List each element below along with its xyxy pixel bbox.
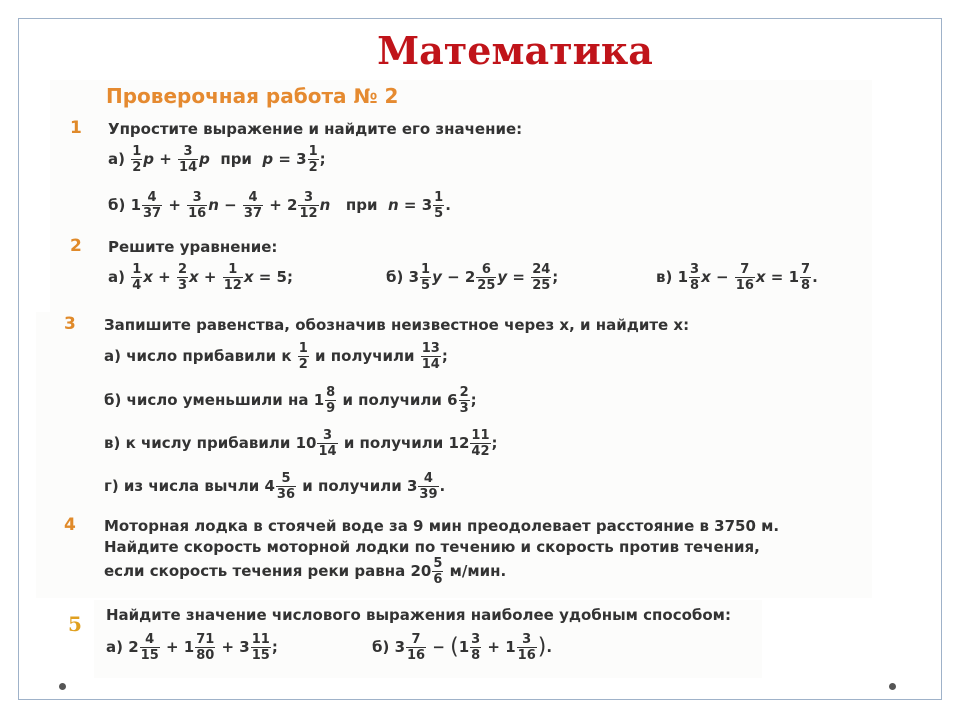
task4-line1: Моторная лодка в стоячей воде за 9 мин преодолевает расстояние в 3750 м. bbox=[104, 517, 780, 535]
dot-bottom-right bbox=[889, 683, 896, 690]
task3-b-text: б) число уменьшили на bbox=[104, 391, 309, 409]
task4-line2: Найдите скорость моторной лодки по течению и скорость против течения, bbox=[104, 538, 760, 556]
task1-a-prefix: а) bbox=[108, 150, 125, 168]
task3-a: а) число прибавили к $\frac{1}{2}$ и получили $\frac{13}{14}$ ; bbox=[104, 341, 448, 372]
worksheet-header: Проверочная работа № 2 bbox=[106, 84, 399, 108]
task1-a: а) $\frac{1}{2}$ p + $\frac{3}{14}$ p при p = 3 $\frac{1}{2}$ ; bbox=[108, 144, 326, 175]
task1-number: 1 bbox=[70, 118, 82, 138]
task5-b-prefix: б) bbox=[372, 638, 390, 656]
task5-text: Найдите значение числового выражения наиболее удобным способом: bbox=[106, 606, 731, 624]
task5-b: б) 3 $\frac{7}{16}$ − (1 $\frac{3}{8}$ + 1 $\frac{3}{16}$ ). bbox=[372, 632, 553, 663]
task3-b: б) число уменьшили на 1 $\frac{8}{9}$ и получили 6 $\frac{2}{3}$ ; bbox=[104, 385, 477, 416]
task3-d-text: г) из числа вычли bbox=[104, 477, 260, 495]
task3-number: 3 bbox=[64, 314, 76, 334]
task1-b-prefix: б) bbox=[108, 196, 126, 214]
task1-b-when: при bbox=[345, 196, 378, 214]
task3-c-text: в) к числу прибавили bbox=[104, 434, 291, 452]
task3-d-got: и получили bbox=[302, 477, 402, 495]
task3-a-got: и получили bbox=[315, 347, 415, 365]
task3-text: Запишите равенства, обозначив неизвестное через x, и найдите x: bbox=[104, 316, 690, 334]
task2-a: а) $\frac{1}{4}$ x + $\frac{2}{3}$ x + $\frac{1}{12}$ x = 5; bbox=[108, 262, 293, 293]
task4-number: 4 bbox=[64, 515, 76, 535]
task5-number: 5 bbox=[68, 612, 82, 636]
task1-a-when: при bbox=[220, 150, 252, 168]
task5-a: а) 2 $\frac{4}{15}$ + 1 $\frac{71}{80}$ + 3 $\frac{11}{15}$ ; bbox=[106, 632, 278, 663]
task2-c-prefix: в) bbox=[656, 268, 673, 286]
task2-c: в) 1 $\frac{3}{8}$ x − $\frac{7}{16}$ x = 1 $\frac{7}{8}$ . bbox=[656, 262, 818, 293]
task4-line3: если скорость течения реки равна 20 $\frac{5}{6}$ м/мин. bbox=[104, 556, 507, 587]
task1-b: б) 1 $\frac{4}{37}$ + $\frac{3}{16}$ n − $\frac{4}{37}$ + 2 $\frac{3}{12}$ n при n = 3 $\frac{1}{5}$ . bbox=[108, 190, 451, 221]
task2-number: 2 bbox=[70, 236, 82, 256]
task2-b-prefix: б) bbox=[386, 268, 404, 286]
task3-a-text: а) число прибавили к bbox=[104, 347, 292, 365]
task2-a-prefix: а) bbox=[108, 268, 125, 286]
task3-c: в) к числу прибавили 10 $\frac{3}{14}$ и получили 12 $\frac{11}{42}$ ; bbox=[104, 428, 498, 459]
task1-text: Упростите выражение и найдите его значение: bbox=[108, 120, 523, 138]
slide-title: Математика bbox=[377, 28, 653, 73]
task4-line3-text: если скорость течения реки равна bbox=[104, 562, 406, 580]
task4-unit: м/мин. bbox=[449, 562, 507, 580]
task5-a-prefix: а) bbox=[106, 638, 123, 656]
task3-d: г) из числа вычли 4 $\frac{5}{36}$ и получили 3 $\frac{4}{39}$ . bbox=[104, 471, 446, 502]
task3-b-got: и получили bbox=[342, 391, 442, 409]
task2-text: Решите уравнение: bbox=[108, 238, 278, 256]
task2-b: б) 3 $\frac{1}{5}$ y − 2 $\frac{6}{25}$ y = $\frac{24}{25}$ ; bbox=[386, 262, 559, 293]
task3-c-got: и получили bbox=[343, 434, 444, 452]
dot-bottom-left bbox=[59, 683, 66, 690]
